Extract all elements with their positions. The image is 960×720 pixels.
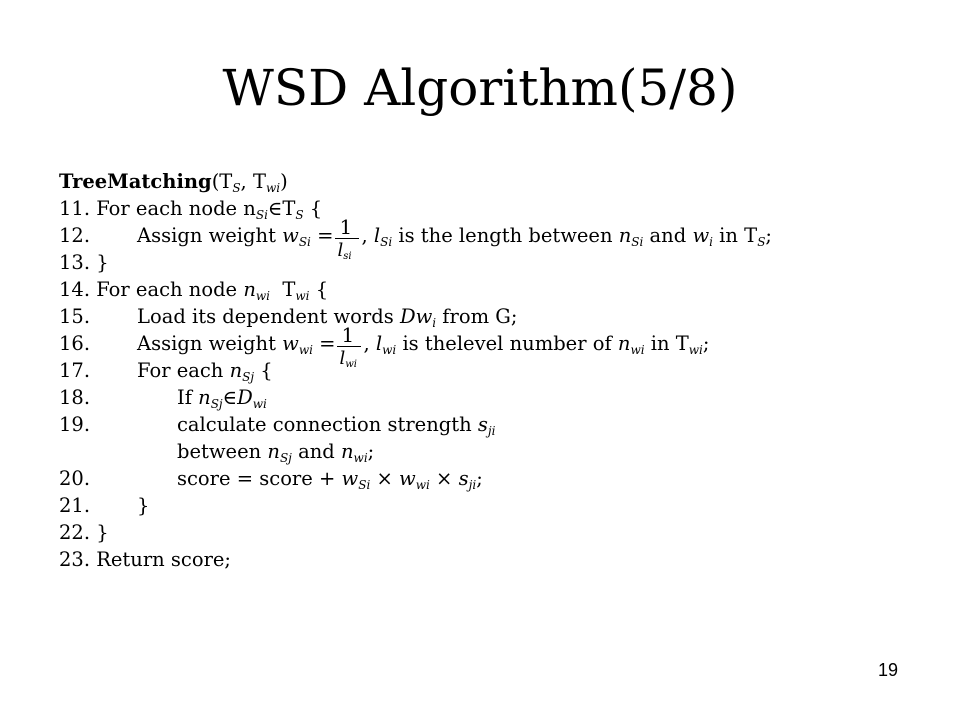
algorithm-line-15: 15. Load its dependent words $Dw_i$ from G; [59, 305, 518, 330]
algorithm-header: $TreeMatching(T_S$, $T_{wi}$) [59, 170, 288, 195]
algorithm-line-20: 20. score = score + $w_{Si} \times w_{wi} \times s_{ji}$; [59, 467, 483, 492]
page-number: 19 [877, 660, 898, 680]
algorithm-line-14: 14. For each node $n_{wi}$ $T_{wi}$ { [59, 278, 329, 303]
fraction-1-over-lsi: $\frac{1}{l_{si}}$ [335, 223, 359, 251]
algorithm-line-11: 11. For each node $n_{Si}\in T_S$ { [59, 197, 323, 222]
algorithm-line-19: 19. calculate connection strength $s_{ji}$ [59, 413, 496, 438]
algorithm-line-16: 16. Assign weight $w_{wi}$ = $\frac{1}{l_{wi}}$ , $l_{wi}$ is thelevel number of $n_{wi}$ in $T_{wi}$; [59, 322, 710, 370]
algorithm-line-13: 13. } [59, 251, 109, 274]
fraction-1-over-lwi: $\frac{1}{l_{wi}}$ [337, 331, 361, 359]
algorithm-line-23: 23. Return score; [59, 548, 232, 571]
slide-title: WSD Algorithm(5/8) [222, 59, 738, 117]
algorithm-line-21: 21. } [59, 494, 150, 517]
algorithm-line-17: 17. For each $n_{Sj}$ { [59, 359, 273, 384]
algorithm-line-22: 22. } [59, 521, 109, 544]
algorithm-line-19-cont: between $n_{Sj}$ and $n_{wi}$; [177, 440, 375, 465]
algorithm-line-18: 18. If $n_{Sj}\in D_{wi}$ [59, 386, 267, 411]
algorithm-line-12: 12. Assign weight $w_{Si}$ = $\frac{1}{l_{si}}$ , $l_{Si}$ is the length between $n_{Si}$ and $w_i$ in $T_S$; [59, 214, 772, 262]
